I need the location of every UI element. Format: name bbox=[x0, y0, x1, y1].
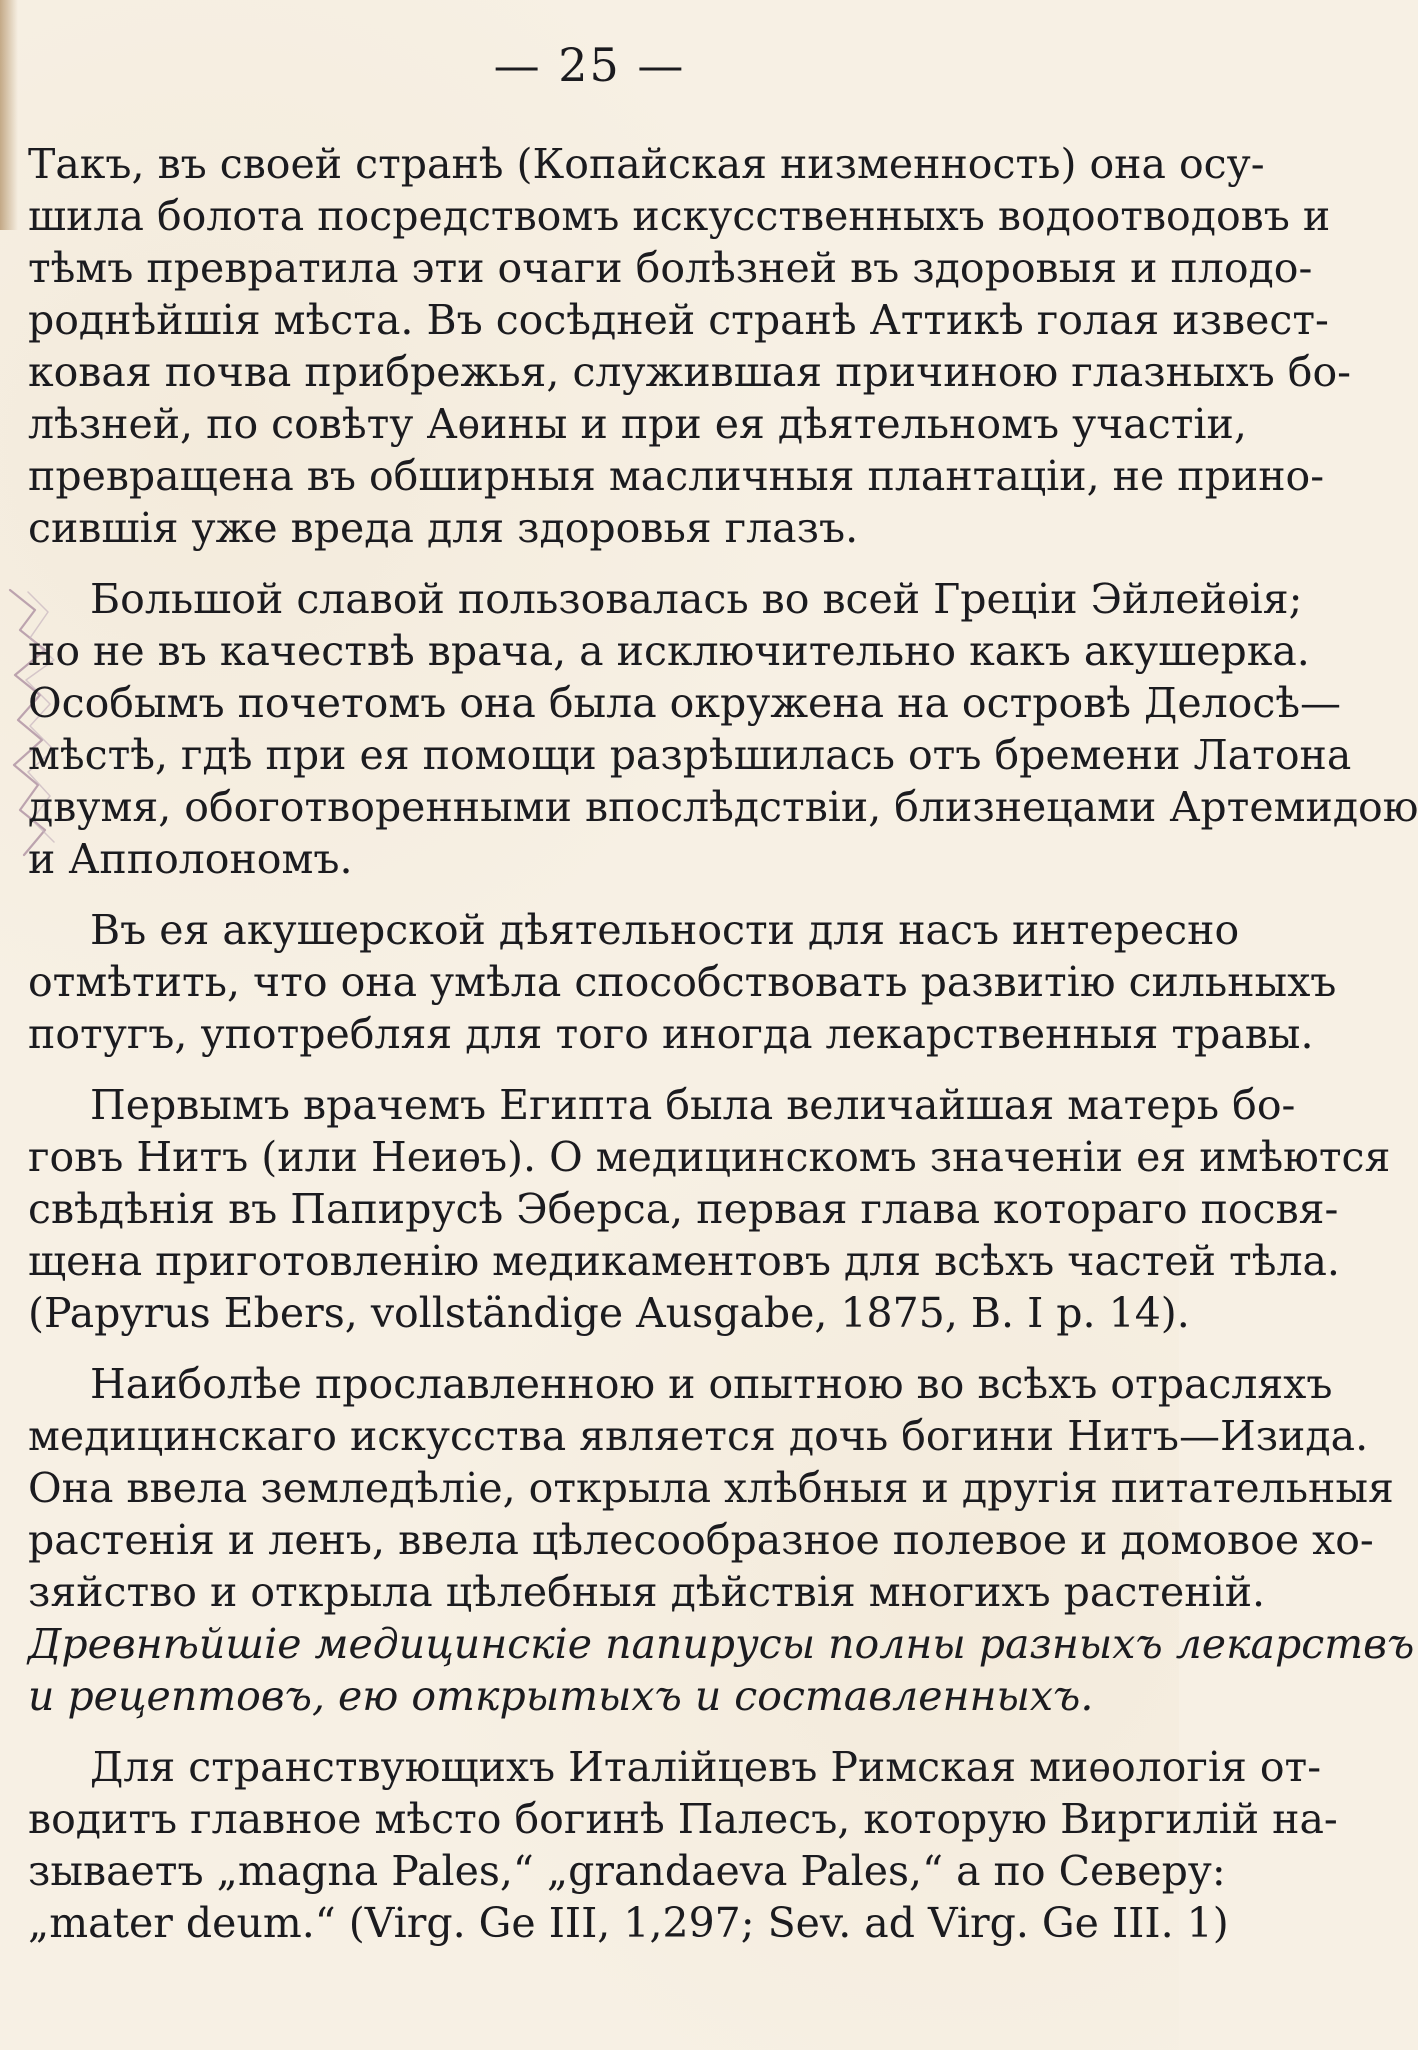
paragraph-6 bbox=[28, 1741, 1338, 1949]
text-line: зяйство и открыла цѣлебныя дѣйствія многихъ растеній. bbox=[28, 1568, 1266, 1616]
text-line: растенія и ленъ, ввела цѣлесообразное полевое и домовое хо- bbox=[28, 1516, 1374, 1564]
paragraph-3 bbox=[28, 904, 1337, 1060]
text-line: Древнѣйшіе медицинскіе папирусы полны разныхъ лекарствъ bbox=[28, 1620, 1415, 1668]
text-line: двумя, обоготворенными впослѣдствіи, близнецами Артемидою bbox=[28, 783, 1418, 831]
text-line: лѣзней, по совѣту Аѳины и при ея дѣятельномъ участіи, bbox=[28, 400, 1247, 448]
text-line: свѣдѣнія въ Папирусѣ Эберса, первая глава котораго посвя- bbox=[28, 1185, 1339, 1233]
text-line: отмѣтить, что она умѣла способствовать развитію сильныхъ bbox=[28, 958, 1337, 1006]
text-line: Наиболѣе прославленною и опытною во всѣхъ отрасляхъ bbox=[90, 1360, 1333, 1408]
page-edge-mark bbox=[0, 0, 18, 230]
text-line: Для странствующихъ Италійцевъ Римская миѳологія от- bbox=[90, 1743, 1322, 1791]
text-line: тѣмъ превратила эти очаги болѣзней въ здоровыя и плодо- bbox=[28, 244, 1313, 292]
text-line: Особымъ почетомъ она была окружена на островѣ Делосѣ— bbox=[28, 679, 1342, 727]
text-line: Въ ея акушерской дѣятельности для насъ интересно bbox=[90, 906, 1240, 954]
text-line: щена приготовленію медикаментовъ для всѣхъ частей тѣла. bbox=[28, 1237, 1340, 1285]
paragraph-1 bbox=[28, 138, 1352, 554]
text-line: ковая почва прибрежья, служившая причиною глазныхъ бо- bbox=[28, 348, 1352, 396]
text-line: говъ Нитъ (или Неиѳъ). О медицинскомъ значеніи ея имѣются bbox=[28, 1133, 1391, 1181]
text-line: и рецептовъ, ею открытыхъ и составленныхъ. bbox=[28, 1672, 1094, 1720]
text-line: шила болота посредствомъ искусственныхъ водоотводовъ и bbox=[28, 192, 1331, 240]
text-line: „mater deum.“ (Virg. Ge III, 1,297; Sev. ad Virg. Ge III. 1) bbox=[28, 1899, 1229, 1947]
paragraph-5 bbox=[28, 1358, 1415, 1722]
text-line: роднѣйшія мѣста. Въ сосѣдней странѣ Аттикѣ голая извест- bbox=[28, 296, 1329, 344]
text-line: Большой славой пользовалась во всей Греціи Эйлейѳія; bbox=[90, 575, 1303, 623]
text-line: и Апполономъ. bbox=[28, 835, 353, 883]
paragraph-2 bbox=[28, 573, 1418, 885]
text-line: мѣстѣ, гдѣ при ея помощи разрѣшилась отъ бремени Латона bbox=[28, 731, 1352, 779]
text-line: зываетъ „magna Pales,“ „grandaeva Pales,“ а по Северу: bbox=[28, 1847, 1226, 1895]
text-line: Первымъ врачемъ Египта была величайшая матерь бо- bbox=[90, 1081, 1296, 1129]
page-number: — 25 — bbox=[493, 38, 686, 92]
paragraph-4 bbox=[28, 1079, 1391, 1339]
text-line: превращена въ обширныя масличныя плантаціи, не прино- bbox=[28, 452, 1325, 500]
text-line: Она ввела земледѣліе, открыла хлѣбныя и другія питательныя bbox=[28, 1464, 1394, 1512]
text-line: водитъ главное мѣсто богинѣ Палесъ, которую Виргилій на- bbox=[28, 1795, 1338, 1843]
text-line: но не въ качествѣ врача, а исключительно какъ акушерка. bbox=[28, 627, 1310, 675]
text-line: медицинскаго искусства является дочь богини Нитъ—Изида. bbox=[28, 1412, 1369, 1460]
text-line: сившія уже вреда для здоровья глазъ. bbox=[28, 504, 859, 552]
text-line: потугъ, употребляя для того иногда лекарственныя травы. bbox=[28, 1010, 1314, 1058]
text-line: (Papyrus Ebers, vollständige Ausgabe, 1875, B. I p. 14). bbox=[28, 1289, 1190, 1337]
text-line: Такъ, въ своей странѣ (Копайская низменность) она осу- bbox=[28, 140, 1265, 188]
document-body bbox=[28, 138, 1418, 1968]
